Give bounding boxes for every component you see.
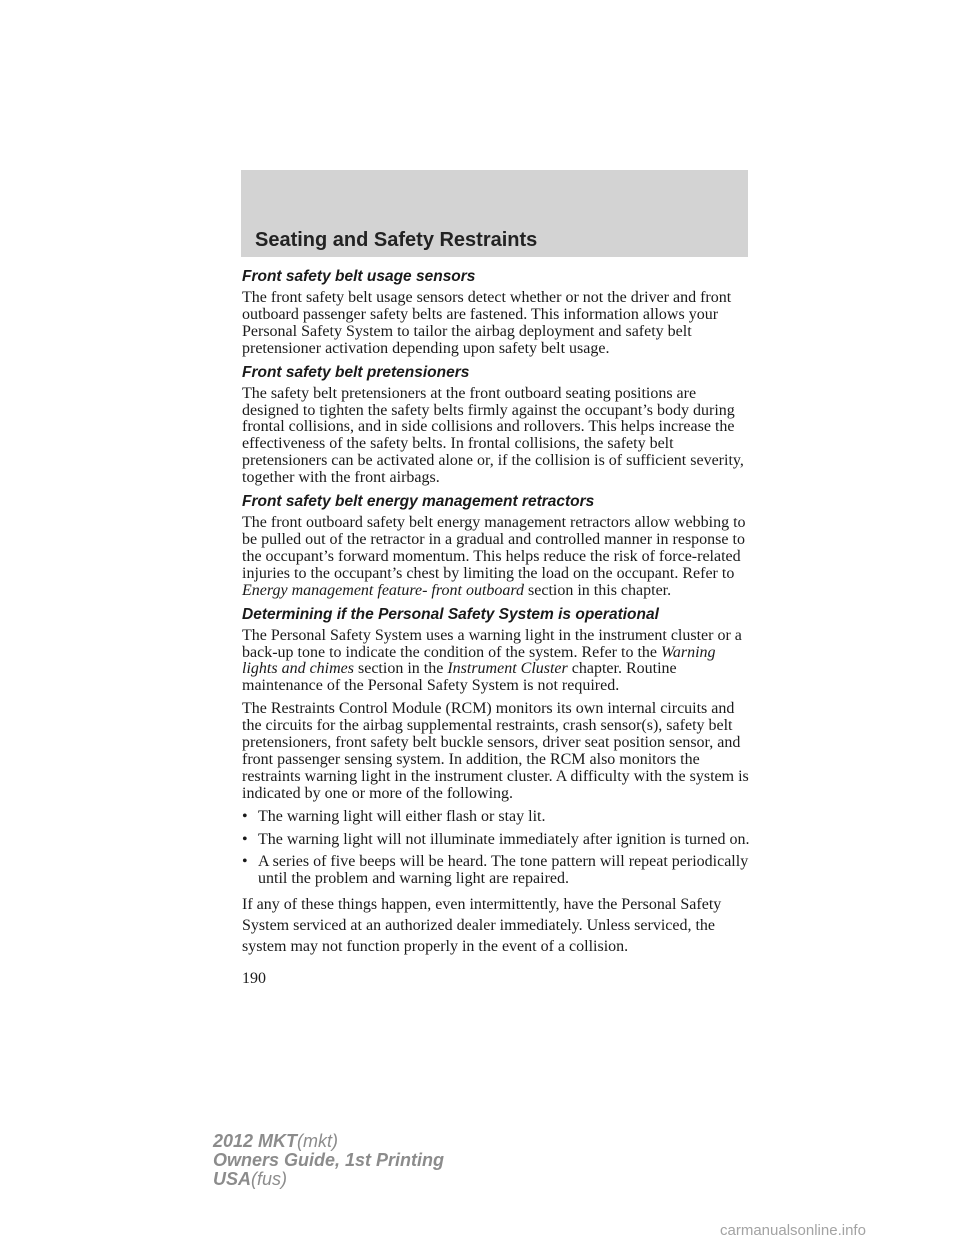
bullet-icon: • bbox=[242, 830, 248, 848]
section-title: Seating and Safety Restraints bbox=[255, 229, 538, 251]
heading-energy-retractors: Front safety belt energy management retractors bbox=[242, 493, 595, 511]
text-segment: The front outboard safety belt energy management retractors allow webbing to be pulled out of the retractor in a gradual and controlled manner in response to the occupant’s forward momentum. This helps reduce the risk of force-related injuries to the occupant’s chest by limiting the load on the occupant. Refer to bbox=[242, 514, 746, 582]
paragraph-pretensioners: The safety belt pretensioners at the front outboard seating positions are designed to tighten the safety belts firmly against the occupant’s body during frontal collisions, and in side collisions and rollovers. This helps increase the effectiveness of the safety belts. In frontal collisions, the safety belt pretensioners can be activated alone or, if the collision is of sufficient severity, together with the front airbags. bbox=[242, 384, 744, 487]
cross-reference: Energy management feature- front outboard bbox=[242, 581, 525, 599]
bullet-icon: • bbox=[242, 807, 248, 825]
watermark: carmanualsonline.info bbox=[720, 1222, 866, 1239]
list-item-text: The warning light will either flash or stay lit. bbox=[258, 807, 546, 825]
heading-usage-sensors: Front safety belt usage sensors bbox=[242, 268, 476, 285]
footer-market: USA bbox=[213, 1169, 252, 1189]
paragraph-service: If any of these things happen, even intermittently, have the Personal Safety System serviced at an authorized dealer immediately. Unless serviced, the system may not function properly in the event of a collision. bbox=[242, 896, 722, 956]
difficulty-list bbox=[242, 809, 752, 889]
cross-reference: Warning lights and chimes bbox=[242, 643, 716, 678]
text-segment: chapter. Routine maintenance of the Personal Safety System is not required. bbox=[242, 660, 677, 695]
page-number: 190 bbox=[242, 970, 266, 987]
paragraph-rcm: The Restraints Control Module (RCM) monitors its own internal circuits and the circuits for the airbag supplemental restraints, crash sensor(s), safety belt pretensioners, front safety belt buckle sensors, driver seat position sensor, and front passenger sensing system. In addition, the RCM also monitors the restraints warning light in the instrument cluster. A difficulty with the system is indicated by one or more of the following. bbox=[242, 700, 749, 802]
cross-reference: Instrument Cluster bbox=[447, 660, 568, 678]
text-segment: section in this chapter. bbox=[524, 581, 672, 599]
paragraph-energy-retractors bbox=[242, 515, 752, 600]
footer-model-code: (mkt) bbox=[297, 1131, 339, 1151]
footer-model: 2012 MKT bbox=[213, 1131, 298, 1151]
list-item bbox=[242, 809, 752, 826]
footer-printing: Owners Guide, 1st Printing bbox=[213, 1150, 445, 1170]
heading-pretensioners: Front safety belt pretensioners bbox=[242, 363, 470, 381]
list-item-text: A series of five beeps will be heard. The tone pattern will repeat periodically until the problem and warning light are repaired. bbox=[258, 853, 749, 888]
page-content bbox=[242, 268, 752, 963]
list-item bbox=[242, 854, 752, 888]
paragraph-warning-light bbox=[242, 628, 752, 696]
paragraph-usage-sensors: The front safety belt usage sensors detect whether or not the driver and front outboard passenger safety belts are fastened. This information allows your Personal Safety System to tailor the airbag deployment and safety belt pretensioner activation depending upon safety belt usage. bbox=[242, 289, 732, 357]
heading-system-operational: Determining if the Personal Safety System is operational bbox=[242, 605, 659, 623]
list-item-text: The warning light will not illuminate immediately after ignition is turned on. bbox=[258, 830, 750, 848]
list-item bbox=[242, 832, 752, 849]
footer-market-code: (fus) bbox=[251, 1169, 288, 1189]
text-segment: The Personal Safety System uses a warning light in the instrument cluster or a back-up tone to indicate the condition of the system. Refer to the bbox=[242, 626, 742, 661]
bullet-icon: • bbox=[242, 853, 248, 871]
print-footer bbox=[213, 1132, 444, 1189]
text-segment: section in the bbox=[354, 660, 448, 678]
